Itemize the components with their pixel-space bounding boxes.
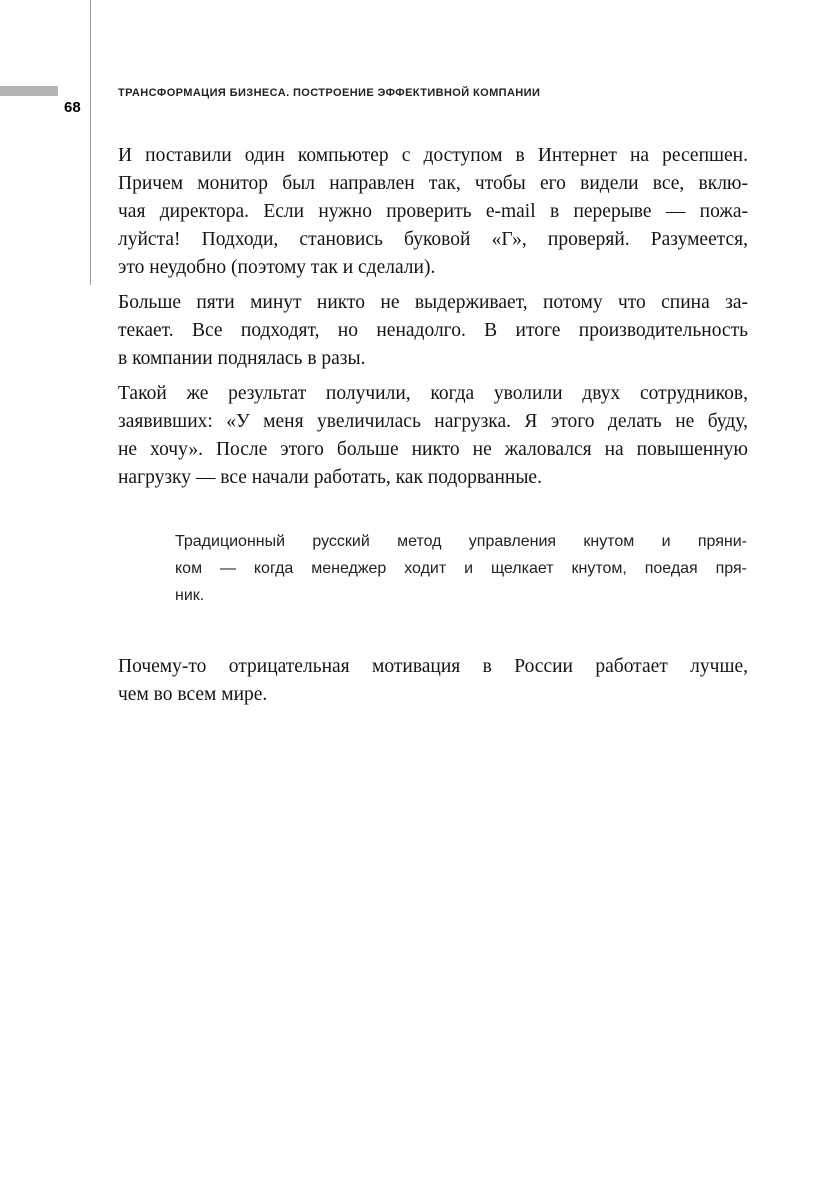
page-number: 68 — [64, 99, 81, 116]
paragraph — [118, 289, 748, 373]
text-line: Традиционный русский метод управления кнутом и пряни- — [175, 533, 747, 550]
text-line: текает. Все подходят, но ненадолго. В итоге производительность — [118, 320, 748, 341]
text-line: чем во всем мире. — [118, 684, 268, 705]
paragraph — [118, 380, 748, 492]
running-head: ТРАНСФОРМАЦИЯ БИЗНЕСА. ПОСТРОЕНИЕ ЭФФЕКТИВНОЙ КОМПАНИИ — [118, 87, 541, 99]
text-line: И поставили один компьютер с доступом в Интернет на ресепшен. — [118, 145, 748, 166]
text-line: Такой же результат получили, когда уволили двух сотрудников, — [118, 383, 748, 404]
text-line: луйста! Подходи, становись буковой «Г», проверяй. Разумеется, — [118, 229, 748, 250]
text-line: Причем монитор был направлен так, чтобы его видели все, вклю- — [118, 173, 748, 194]
margin-vertical-rule — [90, 0, 91, 285]
text-line: ком — когда менеджер ходит и щелкает кнутом, поедая пря- — [175, 560, 747, 577]
text-line: не хочу». После этого больше никто не жаловался на повышенную — [118, 439, 748, 460]
header-rule-bar — [0, 86, 58, 96]
text-line: в компании поднялась в разы. — [118, 348, 366, 369]
text-line: чая директора. Если нужно проверить e-mail в перерыве — пожа- — [118, 201, 748, 222]
text-line: Почему-то отрицательная мотивация в России работает лучше, — [118, 656, 748, 677]
text-line: ник. — [175, 587, 205, 604]
text-line: Больше пяти минут никто не выдерживает, потому что спина за- — [118, 292, 748, 313]
closing-paragraph — [118, 653, 748, 709]
block-quote — [175, 528, 747, 609]
page-content — [118, 142, 748, 716]
text-line: это неудобно (поэтому так и сделали). — [118, 257, 436, 278]
text-line: нагрузку — все начали работать, как подорванные. — [118, 467, 542, 488]
text-line: заявивших: «У меня увеличилась нагрузка. Я этого делать не буду, — [118, 411, 748, 432]
paragraph — [118, 142, 748, 282]
